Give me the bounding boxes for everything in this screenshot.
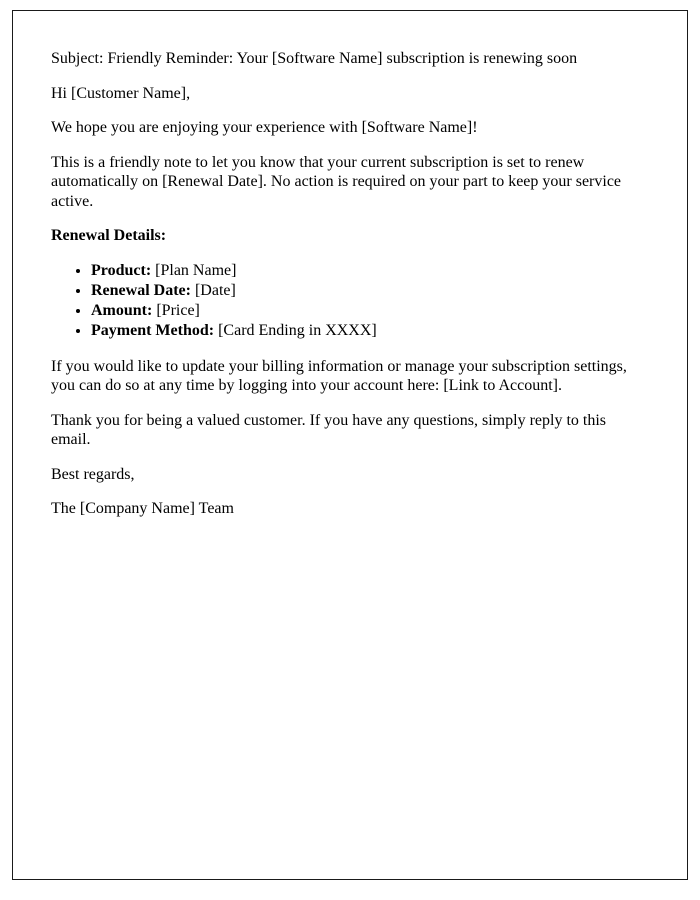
- list-item: [91, 281, 639, 301]
- item-label: Renewal Date:: [91, 281, 191, 299]
- intro-paragraph: We hope you are enjoying your experience with [Software Name]!: [51, 119, 478, 137]
- item-value: [Price]: [156, 301, 200, 319]
- renewal-details-heading: Renewal Details:: [51, 227, 167, 245]
- greeting: Hi [Customer Name],: [51, 84, 191, 102]
- item-label: Amount:: [91, 301, 153, 319]
- item-label: Payment Method:: [91, 321, 215, 339]
- renewal-notice-paragraph: This is a friendly note to let you know that your current subscription is set to renew automatically on [Renewal Date]. No action is required on your part to keep your service active.: [51, 153, 622, 210]
- item-value: [Date]: [194, 281, 236, 299]
- email-document: [12, 10, 688, 880]
- item-label: Product:: [91, 261, 152, 279]
- item-value: [Card Ending in XXXX]: [218, 321, 377, 339]
- email-body: [13, 11, 687, 519]
- list-item: [91, 261, 639, 281]
- renewal-details-list: [51, 261, 639, 341]
- billing-paragraph: If you would like to update your billing information or manage your subscription settings, you can do so at any time by logging into your account here: [Link to Account].: [51, 357, 627, 395]
- list-item: [91, 301, 639, 321]
- item-value: [Plan Name]: [155, 261, 237, 279]
- signature: The [Company Name] Team: [51, 500, 234, 518]
- signoff: Best regards,: [51, 465, 135, 483]
- thanks-paragraph: Thank you for being a valued customer. If you have any questions, simply reply to this email.: [51, 411, 606, 449]
- subject-line: Subject: Friendly Reminder: Your [Software Name] subscription is renewing soon: [51, 50, 578, 67]
- list-item: [91, 321, 639, 341]
